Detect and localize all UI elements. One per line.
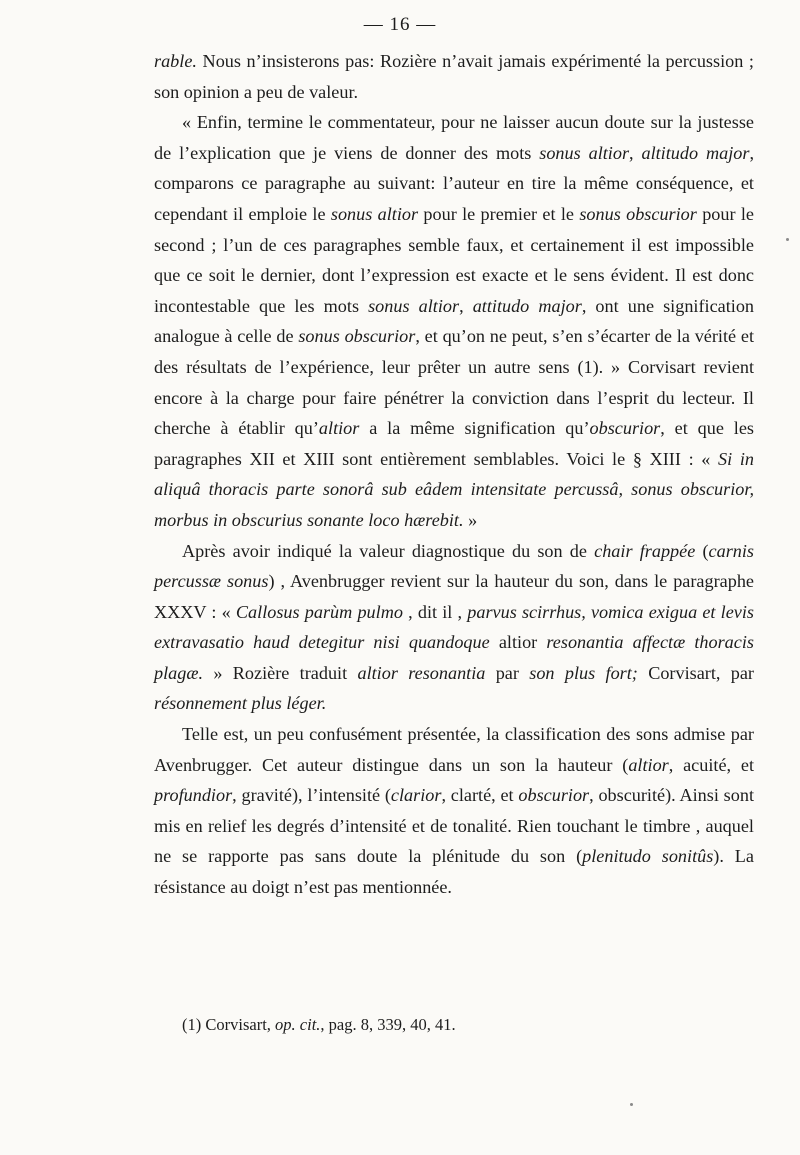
italic-text: son plus fort; [529, 662, 638, 683]
footnote [182, 1013, 752, 1037]
text-run: , acuité, et [668, 754, 755, 775]
text-run: ). La résistance au doigt n’est pas mentionnée. [154, 846, 754, 898]
italic-text: carnis percussæ sonus [154, 540, 754, 592]
italic-text: obscurior [589, 418, 661, 439]
text-run: pour le second ; l’un de ces paragraphes semble faux, et certainement il est impossible que ce soit le dernier, dont l’expression est exacte et le sens évident. Il est donc incontestable que les mots [154, 203, 754, 316]
text-run: » [463, 509, 478, 530]
text-run: Nous n’insisterons pas: Rozière n’avait jamais expérimenté la percussion ; son opinion a peu de valeur. [154, 51, 754, 102]
italic-text: sonus altior [539, 142, 630, 163]
body-text [154, 46, 754, 903]
italic-text: résonnement plus léger. [154, 693, 327, 714]
text-run: , ont une signification analogue à celle de [154, 295, 755, 347]
italic-text: sonus obscurior [298, 326, 416, 347]
text-run: , [629, 142, 642, 163]
text-run: Telle est, un peu confusément présentée, la classification des sons admise par Avenbrugger. Cet auteur distingue dans un son la hauteur ( [154, 724, 754, 775]
italic-text: rable. [154, 51, 197, 71]
italic-text: obscurior [518, 785, 590, 806]
text-run: » Rozière traduit [203, 662, 358, 683]
italic-text: clarior [390, 785, 442, 806]
text-run: ) , Avenbrugger revient sur la hauteur du son, dans le paragraphe XXXV : « [154, 571, 754, 622]
paragraph [154, 536, 754, 720]
paragraph [154, 46, 754, 107]
italic-text: op. cit. [275, 1015, 321, 1034]
text-run: , et qu’on ne peut, s’en s’écarter de la vérité et des résultats de l’expérience, leur prêter un autre sens (1). » Corvisart revient encore à la charge pour faire pénétrer la conviction dans l’esprit du lecteur. Il cherche à établir qu’ [154, 326, 755, 439]
page-number: — 16 — [363, 14, 437, 35]
italic-text: altior resonantia [357, 662, 486, 683]
text-run: pour le premier et le [418, 203, 580, 224]
italic-text: chair frappée [594, 540, 696, 561]
text-run: Corvisart, par [637, 662, 754, 683]
italic-text: Callosus parùm pulmo [235, 601, 403, 622]
text-run: ( [695, 540, 709, 561]
italic-text: resonantia affectæ thoracis plagæ. [154, 632, 754, 683]
text-run: par [485, 662, 530, 683]
italic-text: altior [318, 418, 360, 439]
paragraph [154, 107, 754, 535]
text-run: , et que les paragraphes XII et XIII sont entièrement semblables. Voici le § XIII : « [154, 418, 754, 469]
italic-text: profundior [154, 785, 233, 806]
text-run: a la même signification qu’ [359, 418, 590, 439]
italic-text: plenitudo sonitûs [582, 846, 714, 867]
italic-text: sonus obscurior [579, 203, 697, 224]
text-run: , comparons ce paragraphe au suivant: l’auteur en tire la même conséquence, et cependant il emploie le [154, 142, 754, 224]
italic-text: sonus altior [330, 203, 419, 224]
text-run: , clarté, et [441, 785, 519, 806]
paragraph [154, 719, 754, 903]
text-run: Après avoir indiqué la valeur diagnostique du son de [182, 540, 595, 561]
italic-text: altior [628, 754, 669, 775]
print-speck [786, 238, 789, 241]
text-run: « Enfin, termine le commentateur, pour ne laisser aucun doute sur la justesse de l’explication que je viens de donner des mots [154, 112, 754, 163]
text-run: , gravité), l’intensité ( [232, 785, 391, 806]
text-run: (1) Corvisart, [182, 1015, 276, 1034]
italic-text: Si in aliquâ thoracis parte sonorâ sub eâdem intensitate percussâ, sonus obscurior, morbus in obscurius sonante loco hærebit. [154, 448, 754, 530]
italic-text: sonus altior [368, 295, 460, 316]
text-run: , obscurité). Ainsi sont mis en relief les degrés d’intensité et de tonalité. Rien touchant le timbre , auquel ne se rapporte pas sans doute la plénitude du son ( [154, 785, 754, 867]
text-run: , pag. 8, 339, 40, 41. [320, 1015, 456, 1034]
text-run: , [459, 295, 473, 316]
print-speck [630, 1103, 633, 1106]
text-run: altior [489, 632, 547, 653]
text-run: , dit il , [402, 601, 468, 622]
italic-text: attitudo major [472, 295, 582, 316]
italic-text: parvus scirrhus, vomica exigua et levis extravasatio haud detegitur nisi quandoque [154, 601, 754, 653]
italic-text: altitudo major [641, 142, 750, 163]
